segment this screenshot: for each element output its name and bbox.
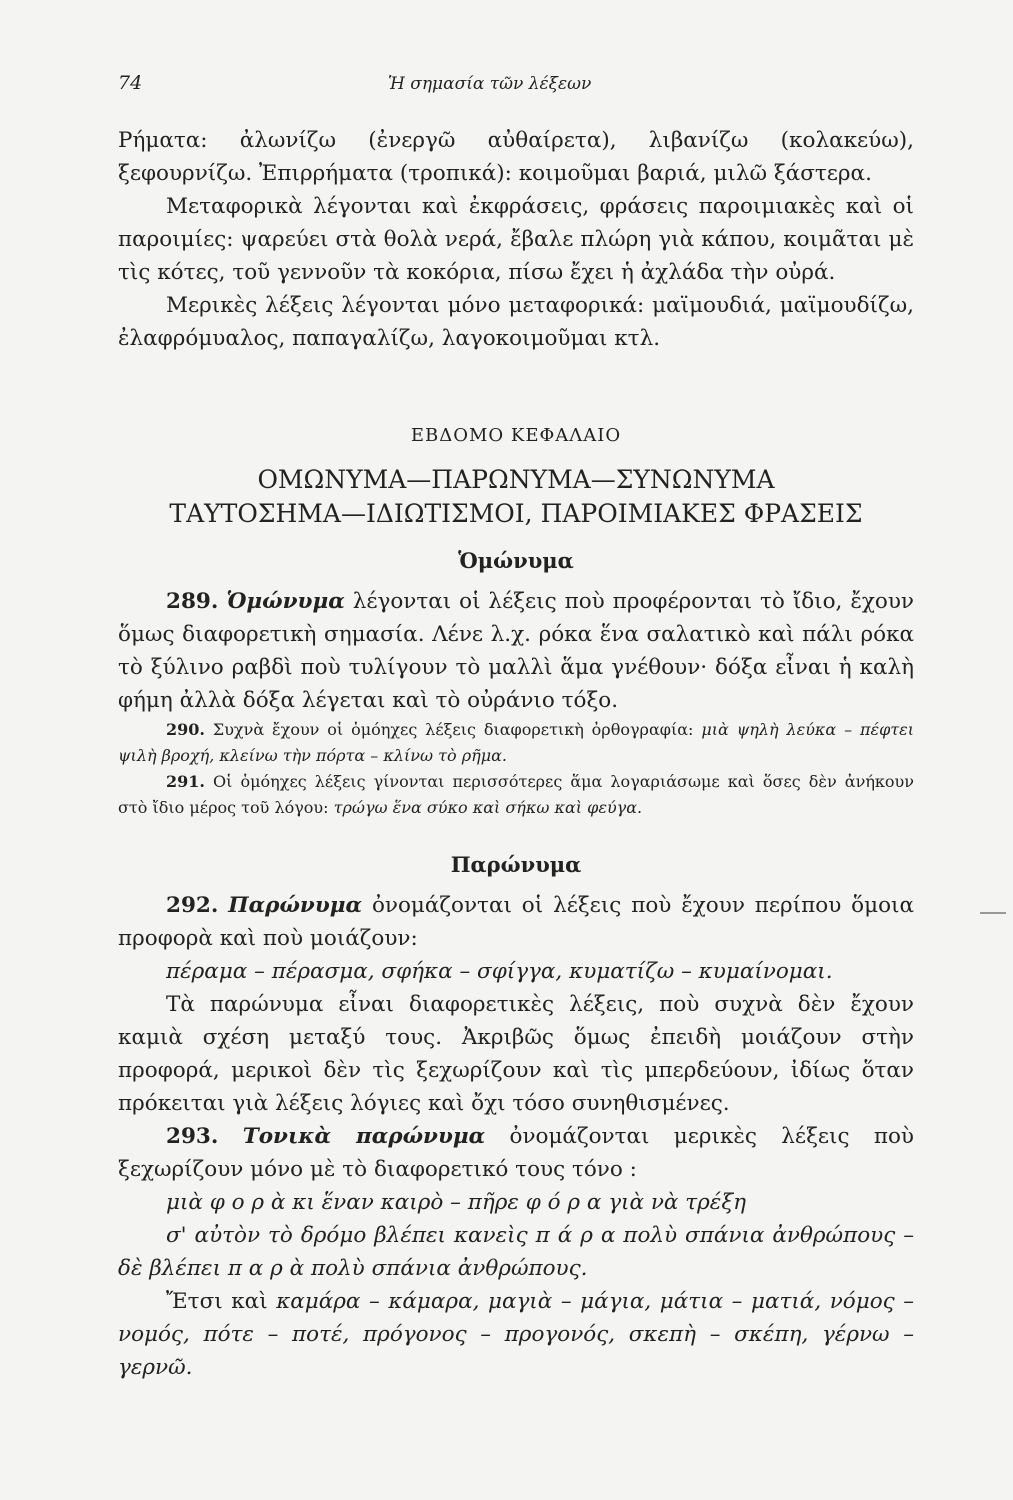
page-number: 74 bbox=[118, 72, 143, 94]
paragraph-292-examples: πέραμα – πέρασμα, σφήκα – σφίγγα, κυματίζω – κυμαίνομαι. bbox=[166, 959, 833, 984]
section-heading-homonyms: Ὁμώνυμα bbox=[458, 548, 574, 573]
paragraph-293-continued bbox=[118, 1285, 914, 1384]
paragraph-293 bbox=[118, 1120, 914, 1186]
paragraph-examples: μιὰ ψηλὴ λεύκα – πέφτει ψιλὴ βροχή, κλείνω τὴν πόρτα – κλίνω τὸ ρῆμα. bbox=[118, 720, 915, 765]
running-title: Ἡ σημασία τῶν λέξεων bbox=[388, 74, 592, 94]
term-homonyms: Ὁμώνυμα bbox=[226, 589, 345, 614]
paragraph-292 bbox=[118, 889, 914, 955]
paragraph-number: 293. bbox=[166, 1124, 219, 1149]
paragraph-number: 291. bbox=[166, 772, 205, 791]
paragraph-number: 289. bbox=[166, 589, 219, 614]
paragraph-289 bbox=[118, 585, 914, 717]
term-paronyms: Παρώνυμα bbox=[228, 893, 363, 918]
paragraph-examples: τρώγω ἕνα σύκο καὶ σήκω καὶ φεύγα. bbox=[333, 798, 643, 817]
intro-paragraph-3: Μερικὲς λέξεις λέγονται μόνο μεταφορικά: μαϊμουδιά, μαϊμουδίζω, ἐλαφρόμυαλος, παπαγαλίζω, λαγοκοιμοῦμαι κτλ. bbox=[118, 293, 914, 351]
intro-paragraph-2: Μεταφορικὰ λέγονται καὶ ἐκφράσεις, φράσεις παροιμιακὲς καὶ οἱ παροιμίες: ψαρεύει στὰ θολὰ νερά, ἔβαλε πλώρη γιὰ κάπου, κοιμᾶται μὲ τὶς κότες, τοῦ γεννοῦν τὰ κοκόρια, πίσω ἔχει ἡ ἀχλάδα τὴν οὐρά. bbox=[118, 194, 914, 285]
chapter-title-line-2: ΤΑΥΤΟΣΗΜΑ—ΙΔΙΩΤΙΣΜΟΙ, ΠΑΡΟΙΜΙΑΚΕΣ ΦΡΑΣΕΙΣ bbox=[169, 499, 863, 528]
paragraph-293-example-1: μιὰ φ ο ρ ὰ κι ἕναν καιρὸ – πῆρε φ ό ρ α γιὰ νὰ τρέξη bbox=[166, 1190, 747, 1215]
paragraph-291 bbox=[118, 769, 914, 821]
running-header bbox=[118, 72, 918, 102]
term-tonal-paronyms: Τονικὰ παρώνυμα bbox=[242, 1124, 486, 1149]
paragraph-290 bbox=[118, 717, 914, 769]
intro-paragraph-1: Ρήματα: ἀλωνίζω (ἐνεργῶ αὐθαίρετα), λιβανίζω (κολακεύω), ξεφουρνίζω. Ἐπιρρήματα (τροπικά): κοιμοῦμαι βαριά, μιλῶ ξάστερα. bbox=[118, 128, 914, 186]
paragraph-number: 292. bbox=[166, 893, 219, 918]
paragraph-number: 290. bbox=[166, 720, 205, 739]
paragraph-examples: καμάρα – κάμαρα, μαγιὰ – μάγια, μάτια – ματιά, νόμος – νομός, πότε – ποτέ, πρόγονος – προγονός, σκεπὴ – σκέπη, γέρνω – γερνῶ. bbox=[118, 1289, 914, 1380]
paragraph-text: Συχνὰ ἔχουν οἱ ὁμόηχες λέξεις διαφορετικὴ ὀρθογραφία: bbox=[212, 720, 694, 739]
margin-mark bbox=[980, 912, 1006, 914]
chapter-label: ΕΒΔΟΜΟ ΚΕΦΑΛΑΙΟ bbox=[410, 425, 622, 446]
section-heading-paronyms: Παρώνυμα bbox=[450, 852, 582, 877]
page-body bbox=[118, 124, 914, 1384]
paragraph-292-continued: Τὰ παρώνυμα εἶναι διαφορετικὲς λέξεις, ποὺ συχνὰ δὲν ἔχουν καμιὰ σχέση μεταξύ τους. Ἀκριβῶς ὅμως ἐπειδὴ μοιάζουν στὴν προφορά, μερικοὶ δὲν τὶς ξεχωρίζουν καὶ τὶς μπερδεύουν, ἰδίως ὅταν πρόκειται γιὰ λέξεις λόγιες καὶ ὄχι τόσο συνηθισμένες. bbox=[118, 992, 914, 1116]
paragraph-text: λέγονται οἱ λέξεις ποὺ προφέρονται τὸ ἴδιο, ἔχουν ὅμως διαφορετικὴ σημασία. Λένε λ.χ. ρόκα ἕνα σαλατικὸ καὶ πάλι ρόκα τὸ ξύλινο ραβδὶ ποὺ τυλίγουν τὸ μαλλὶ ἅμα γνέθουν· δόξα εἶναι ἡ καλὴ φήμη ἀλλὰ δόξα λέγεται καὶ τὸ οὐράνιο τόξο. bbox=[118, 589, 914, 713]
paragraph-lead: Ἔτσι καὶ bbox=[166, 1289, 268, 1314]
paragraph-text: ὀνομάζονται μερικὲς λέξεις ποὺ ξεχωρίζουν μόνο μὲ τὸ διαφορετικό τους τόνο : bbox=[118, 1124, 914, 1182]
chapter-title-line-1: ΟΜΩΝΥΜΑ—ΠΑΡΩΝΥΜΑ—ΣΥΝΩΝΥΜΑ bbox=[257, 465, 775, 494]
paragraph-text: Οἱ ὁμόηχες λέξεις γίνονται περισσότερες ἅμα λογαριάσωμε καὶ ὅσες δὲν ἀνήκουν στὸ ἴδιο μέρος τοῦ λόγου: bbox=[118, 772, 915, 817]
paragraph-293-example-2: σ' αὐτὸν τὸ δρόμο βλέπει κανεὶς π ά ρ α πολὺ σπάνια ἀνθρώπους – δὲ βλέπει π α ρ ὰ πολὺ σπάνια ἀνθρώπους. bbox=[118, 1223, 914, 1281]
paragraph-text: ὀνομάζονται οἱ λέξεις ποὺ ἔχουν περίπου ὅμοια προφορὰ καὶ ποὺ μοιάζουν: bbox=[118, 893, 914, 951]
